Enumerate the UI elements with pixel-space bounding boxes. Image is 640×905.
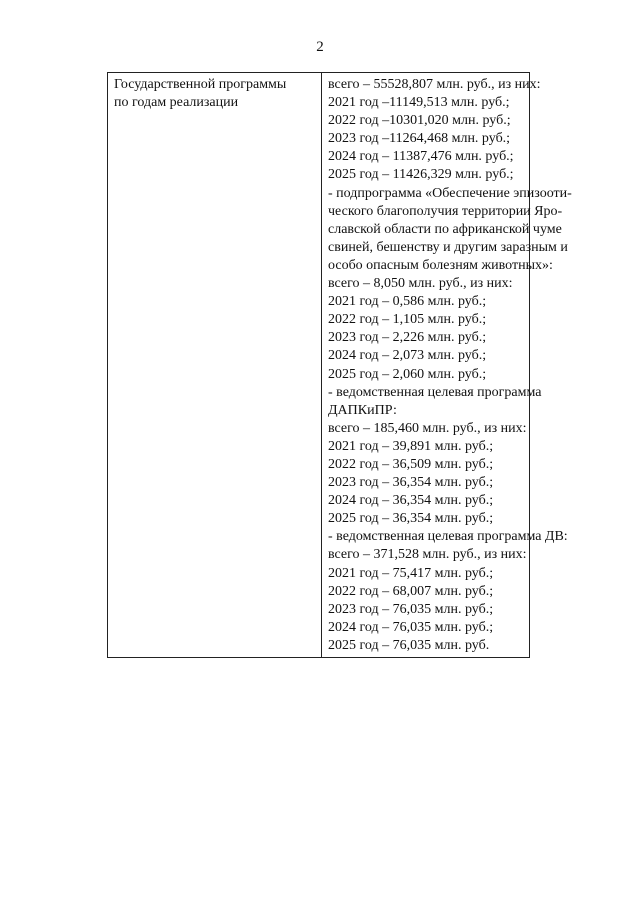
row-label-cell bbox=[108, 73, 322, 658]
funding-line: 2024 год – 36,354 млн. руб.; bbox=[328, 493, 494, 509]
subprogram-title-line: особо опасным болезням животных»: bbox=[328, 257, 553, 273]
funding-line: всего – 371,528 млн. руб., из них: bbox=[328, 547, 527, 563]
funding-line: всего – 8,050 млн. руб., из них: bbox=[328, 276, 513, 292]
funding-line: 2024 год – 11387,476 млн. руб.; bbox=[328, 149, 514, 165]
funding-line: 2021 год – 39,891 млн. руб.; bbox=[328, 438, 494, 454]
funding-line: 2023 год –11264,468 млн. руб.; bbox=[328, 131, 511, 147]
funding-line: 2021 год – 0,586 млн. руб.; bbox=[328, 294, 487, 310]
subprogram-title-line: свиней, бешенству и другим заразным и bbox=[328, 239, 568, 255]
funding-line: 2025 год – 11426,329 млн. руб.; bbox=[328, 167, 514, 183]
funding-line: всего – 55528,807 млн. руб., из них: bbox=[328, 77, 541, 92]
funding-line: 2023 год – 76,035 млн. руб.; bbox=[328, 601, 494, 617]
funding-line: 2024 год – 2,073 млн. руб.; bbox=[328, 348, 487, 364]
funding-line: всего – 185,460 млн. руб., из них: bbox=[328, 420, 527, 436]
funding-line: 2023 год – 2,226 млн. руб.; bbox=[328, 330, 487, 346]
funding-line: 2021 год –11149,513 млн. руб.; bbox=[328, 95, 510, 111]
table-row bbox=[108, 73, 530, 658]
program-title-line: - ведомственная целевая программа bbox=[328, 384, 542, 400]
funding-line: 2022 год –10301,020 млн. руб.; bbox=[328, 113, 511, 129]
program-title-line: ДАПКиПР: bbox=[328, 402, 397, 418]
funding-line: 2022 год – 1,105 млн. руб.; bbox=[328, 312, 487, 328]
funding-line: 2021 год – 75,417 млн. руб.; bbox=[328, 565, 494, 581]
funding-line: 2023 год – 36,354 млн. руб.; bbox=[328, 475, 494, 491]
funding-line: 2025 год – 76,035 млн. руб. bbox=[328, 637, 490, 653]
page-number: 2 bbox=[316, 39, 324, 55]
program-title-line: - ведомственная целевая программа ДВ: bbox=[328, 529, 568, 545]
subprogram-title-line: ческого благополучия территории Яро- bbox=[328, 203, 563, 219]
funding-line: 2024 год – 76,035 млн. руб.; bbox=[328, 619, 494, 635]
subprogram-title-line: - подпрограмма «Обеспечение эпизооти- bbox=[328, 185, 572, 201]
row-label-line: по годам реализации bbox=[114, 95, 239, 111]
funding-line: 2025 год – 2,060 млн. руб.; bbox=[328, 366, 487, 382]
subprogram-title-line: славской области по африканской чуме bbox=[328, 221, 562, 237]
program-funding-table bbox=[107, 72, 572, 658]
funding-line: 2025 год – 36,354 млн. руб.; bbox=[328, 511, 494, 527]
funding-details-cell bbox=[322, 73, 572, 658]
funding-line: 2022 год – 36,509 млн. руб.; bbox=[328, 456, 494, 472]
row-label-line: Государственной программы bbox=[114, 77, 287, 92]
funding-line: 2022 год – 68,007 млн. руб.; bbox=[328, 583, 494, 599]
